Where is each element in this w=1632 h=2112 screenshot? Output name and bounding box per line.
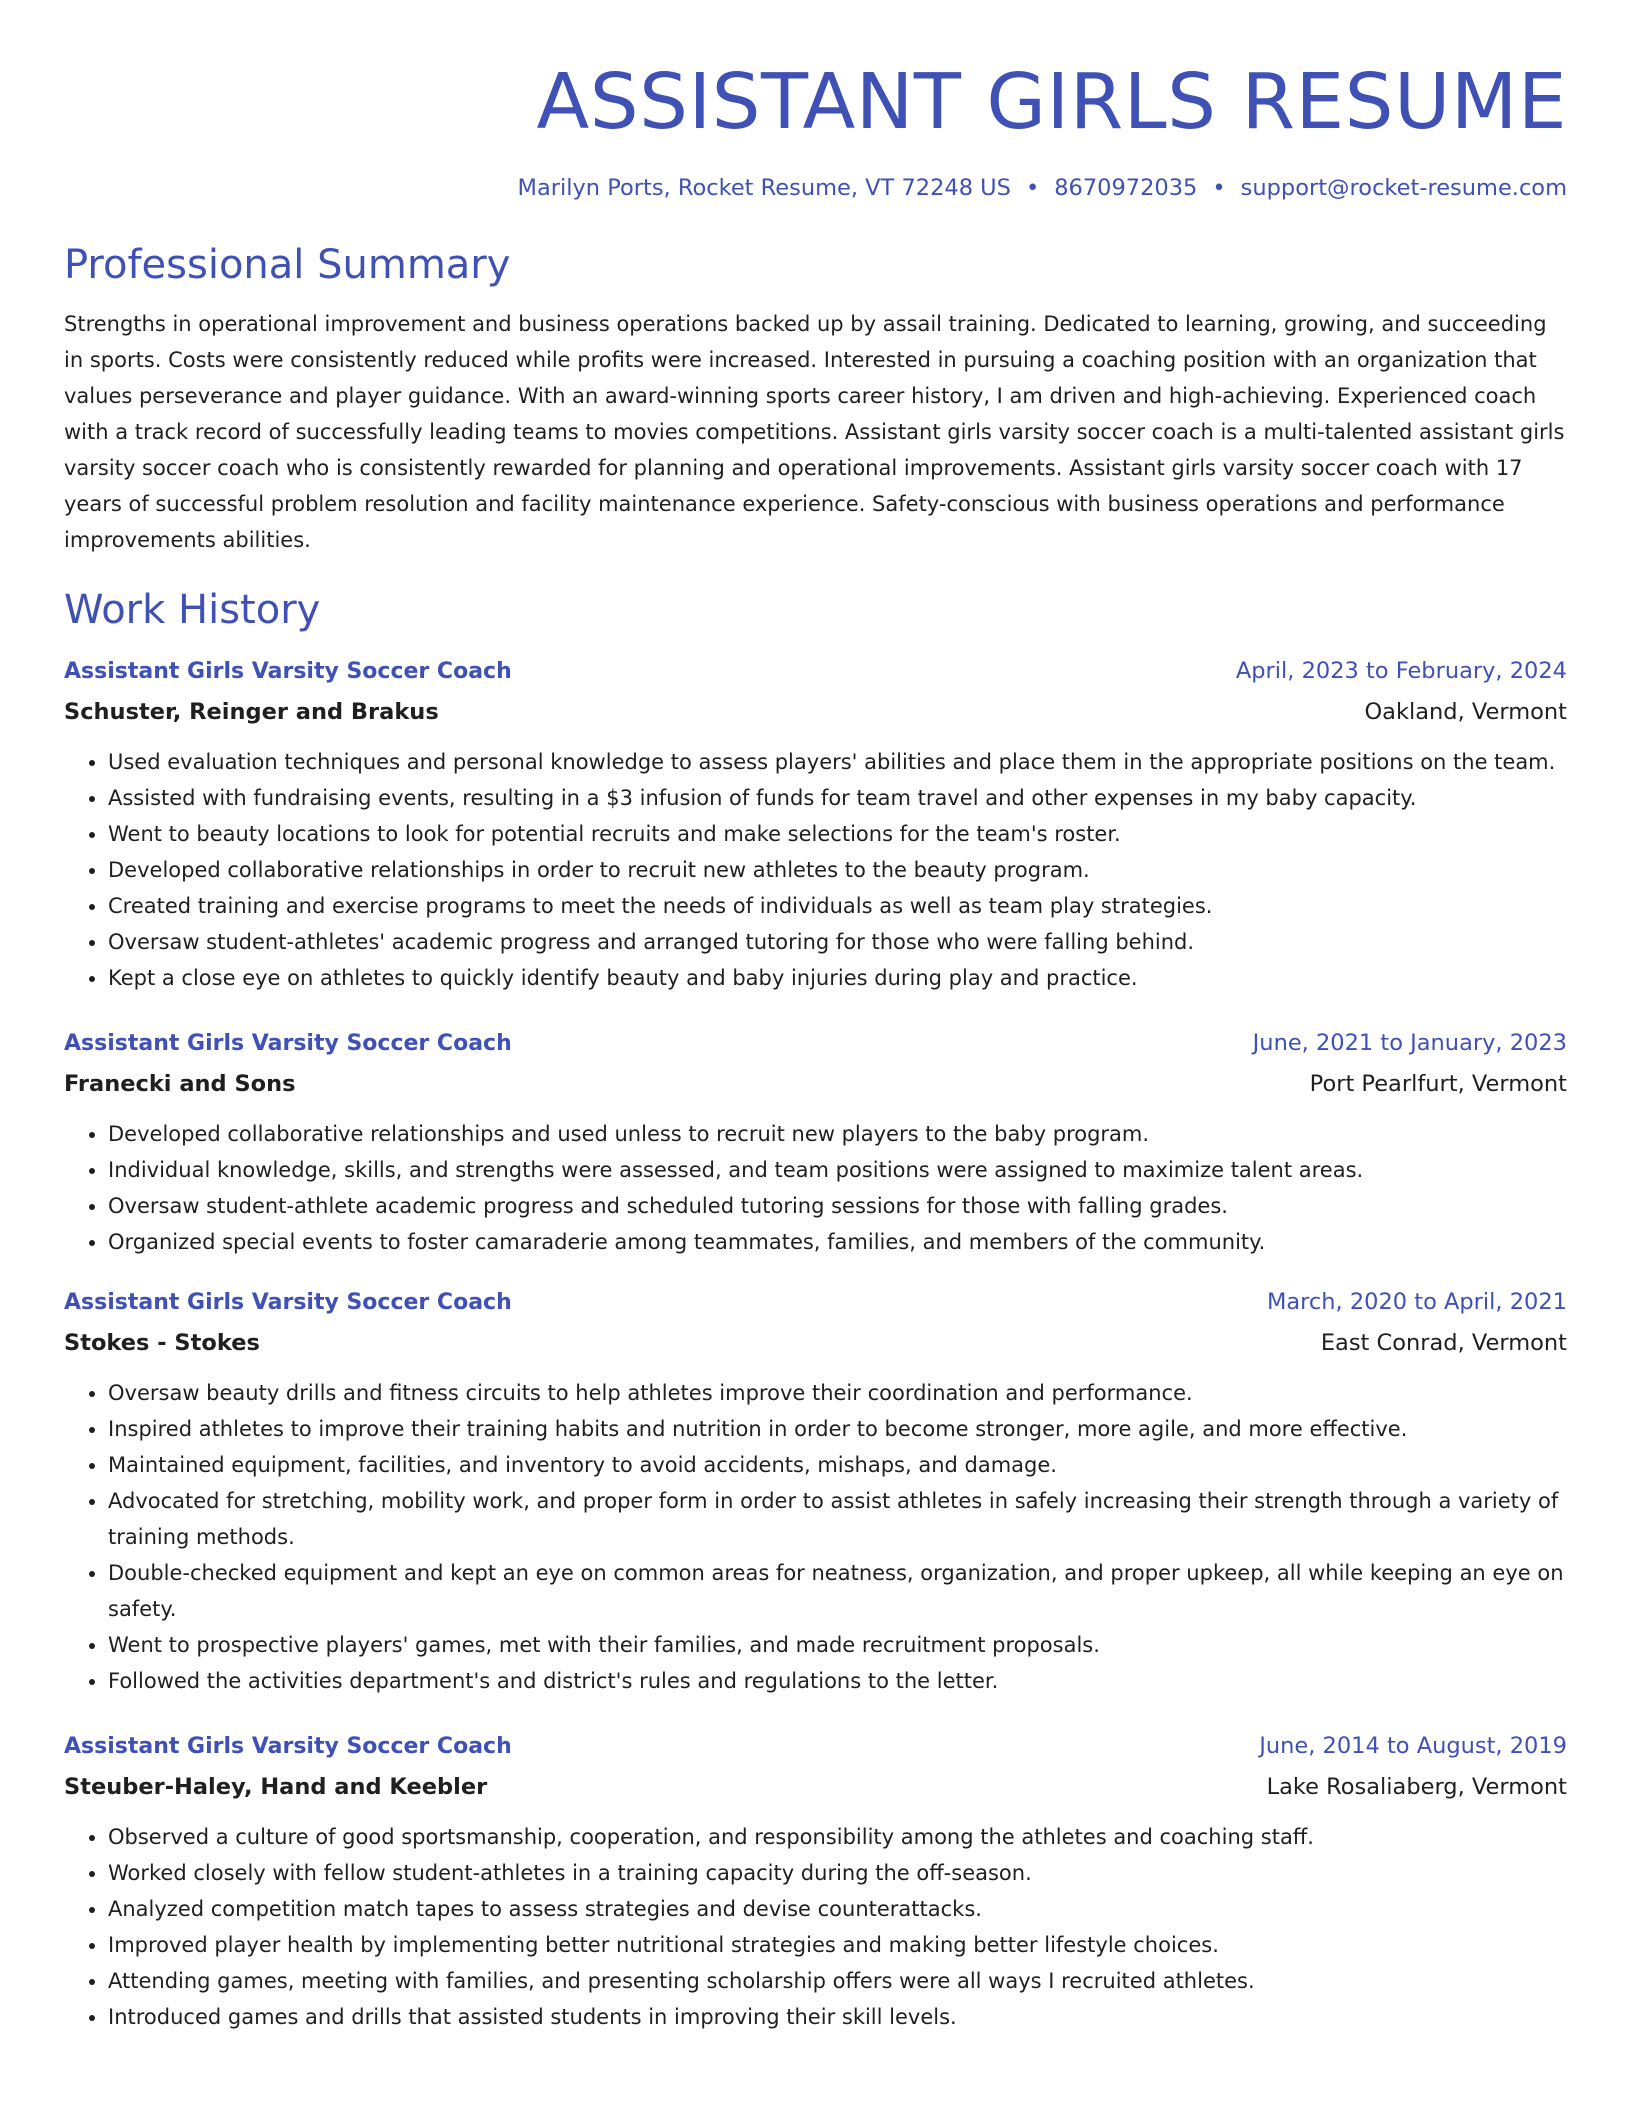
- job-entry: [64, 1726, 1567, 2035]
- job-location: Port Pearlfurt, Vermont: [1309, 1071, 1567, 1097]
- job-bullet: • Kept a close eye on athletes to quickly identify beauty and baby injuries during play and practice.: [108, 960, 1567, 996]
- job-bullet: • Worked closely with fellow student-athletes in a training capacity during the off-season.: [108, 1855, 1567, 1891]
- job-company: Steuber-Haley, Hand and Keebler: [64, 1774, 488, 1800]
- job-bullets: [64, 1819, 1567, 2035]
- contact-address: Marilyn Ports, Rocket Resume, VT 72248 US: [517, 175, 1011, 201]
- job-header-row: [64, 1282, 1567, 1323]
- job-entry: [64, 1023, 1567, 1260]
- job-bullet: • Double-checked equipment and kept an eye on common areas for neatness, organization, and proper upkeep, all while keeping an eye on safety.: [108, 1555, 1567, 1627]
- job-header-row: [64, 1726, 1567, 1767]
- job-location: Oakland, Vermont: [1364, 699, 1567, 725]
- job-bullet: • Oversaw student-athletes' academic progress and arranged tutoring for those who were falling behind.: [108, 924, 1567, 960]
- summary-heading: Professional Summary: [64, 242, 511, 288]
- job-title: Assistant Girls Varsity Soccer Coach: [64, 1734, 512, 1759]
- job-bullet: • Developed collaborative relationships and used unless to recruit new players to the baby program.: [108, 1116, 1567, 1152]
- job-bullet: • Introduced games and drills that assisted students in improving their skill levels.: [108, 1999, 1567, 2035]
- job-title: Assistant Girls Varsity Soccer Coach: [64, 1290, 512, 1315]
- job-company-row: [64, 692, 1567, 732]
- resume-page: [64, 0, 1567, 2035]
- contact-separator: •: [1212, 175, 1226, 201]
- job-dates: June, 2014 to August, 2019: [1259, 1733, 1567, 1759]
- job-title: Assistant Girls Varsity Soccer Coach: [64, 1031, 512, 1056]
- job-dates: June, 2021 to January, 2023: [1252, 1030, 1567, 1056]
- resume-title: ASSISTANT GIRLS RESUME: [536, 58, 1567, 147]
- contact-line: [64, 173, 1567, 203]
- job-header-row: [64, 651, 1567, 692]
- contact-separator: •: [1025, 175, 1040, 201]
- job-bullets: [64, 1116, 1567, 1260]
- job-bullet: • Went to prospective players' games, met with their families, and made recruitment proposals.: [108, 1627, 1567, 1663]
- job-company: Schuster, Reinger and Brakus: [64, 699, 439, 725]
- job-bullet: • Created training and exercise programs to meet the needs of individuals as well as team play strategies.: [108, 888, 1567, 924]
- job-company-row: [64, 1767, 1567, 1807]
- job-bullet: • Individual knowledge, skills, and strengths were assessed, and team positions were assigned to maximize talent areas.: [108, 1152, 1567, 1188]
- job-bullet: • Oversaw beauty drills and fitness circuits to help athletes improve their coordination and performance.: [108, 1375, 1567, 1411]
- job-bullets: [64, 744, 1567, 996]
- contact-phone: 8670972035: [1054, 175, 1198, 201]
- job-bullet: • Organized special events to foster camaraderie among teammates, families, and members of the community.: [108, 1224, 1567, 1260]
- job-bullet: • Attending games, meeting with families, and presenting scholarship offers were all ways I recruited athletes.: [108, 1963, 1567, 1999]
- job-bullet: • Oversaw student-athlete academic progress and scheduled tutoring sessions for those with falling grades.: [108, 1188, 1567, 1224]
- job-company: Stokes - Stokes: [64, 1330, 260, 1356]
- job-location: East Conrad, Vermont: [1320, 1330, 1567, 1356]
- job-bullet: • Developed collaborative relationships in order to recruit new athletes to the beauty program.: [108, 852, 1567, 888]
- job-bullet: • Analyzed competition match tapes to assess strategies and devise counterattacks.: [108, 1891, 1567, 1927]
- job-company-row: [64, 1064, 1567, 1104]
- job-bullet: • Went to beauty locations to look for potential recruits and make selections for the team's roster.: [108, 816, 1567, 852]
- job-entry: [64, 1282, 1567, 1699]
- contact-email: support@rocket-resume.com: [1240, 175, 1567, 201]
- job-company: Franecki and Sons: [64, 1071, 296, 1097]
- job-title: Assistant Girls Varsity Soccer Coach: [64, 659, 512, 684]
- job-entry: [64, 651, 1567, 996]
- job-bullet: • Followed the activities department's and district's rules and regulations to the letter.: [108, 1663, 1567, 1699]
- job-bullet: • Used evaluation techniques and personal knowledge to assess players' abilities and place them in the appropriate positions on the team.: [108, 744, 1567, 780]
- job-bullet: • Advocated for stretching, mobility work, and proper form in order to assist athletes in safely increasing their strength through a variety of training methods.: [108, 1483, 1567, 1555]
- job-bullet: • Inspired athletes to improve their training habits and nutrition in order to become stronger, more agile, and more effective.: [108, 1411, 1567, 1447]
- work-history-heading: Work History: [64, 587, 321, 633]
- job-company-row: [64, 1323, 1567, 1363]
- job-bullet: • Maintained equipment, facilities, and inventory to avoid accidents, mishaps, and damage.: [108, 1447, 1567, 1483]
- job-header-row: [64, 1023, 1567, 1064]
- job-bullet: • Observed a culture of good sportsmanship, cooperation, and responsibility among the athletes and coaching staff.: [108, 1819, 1567, 1855]
- job-bullets: [64, 1375, 1567, 1699]
- job-dates: April, 2023 to February, 2024: [1235, 658, 1567, 684]
- job-bullet: • Assisted with fundraising events, resulting in a $3 infusion of funds for team travel and other expenses in my baby capacity.: [108, 780, 1567, 816]
- job-location: Lake Rosaliaberg, Vermont: [1266, 1774, 1567, 1800]
- job-dates: March, 2020 to April, 2021: [1266, 1289, 1567, 1315]
- summary-text: Strengths in operational improvement and business operations backed up by assail training. Dedicated to learning, growing, and succeeding in sports. Costs were consistently reduced while profits were increased. Interested in pursuing a coaching position with an organization that values perseverance and player guidance. With an award-winning sports career history, I am driven and high-achieving. Experienced coach with a track record of successfully leading teams to movies competitions. Assistant girls varsity soccer coach is a multi-talented assistant girls varsity soccer coach who is consistently rewarded for planning and operational improvements. Assistant girls varsity soccer coach with 17 years of successful problem resolution and facility maintenance experience. Safety-conscious with business operations and performance improvements abilities.: [64, 312, 1565, 552]
- job-bullet: • Improved player health by implementing better nutritional strategies and making better lifestyle choices.: [108, 1927, 1567, 1963]
